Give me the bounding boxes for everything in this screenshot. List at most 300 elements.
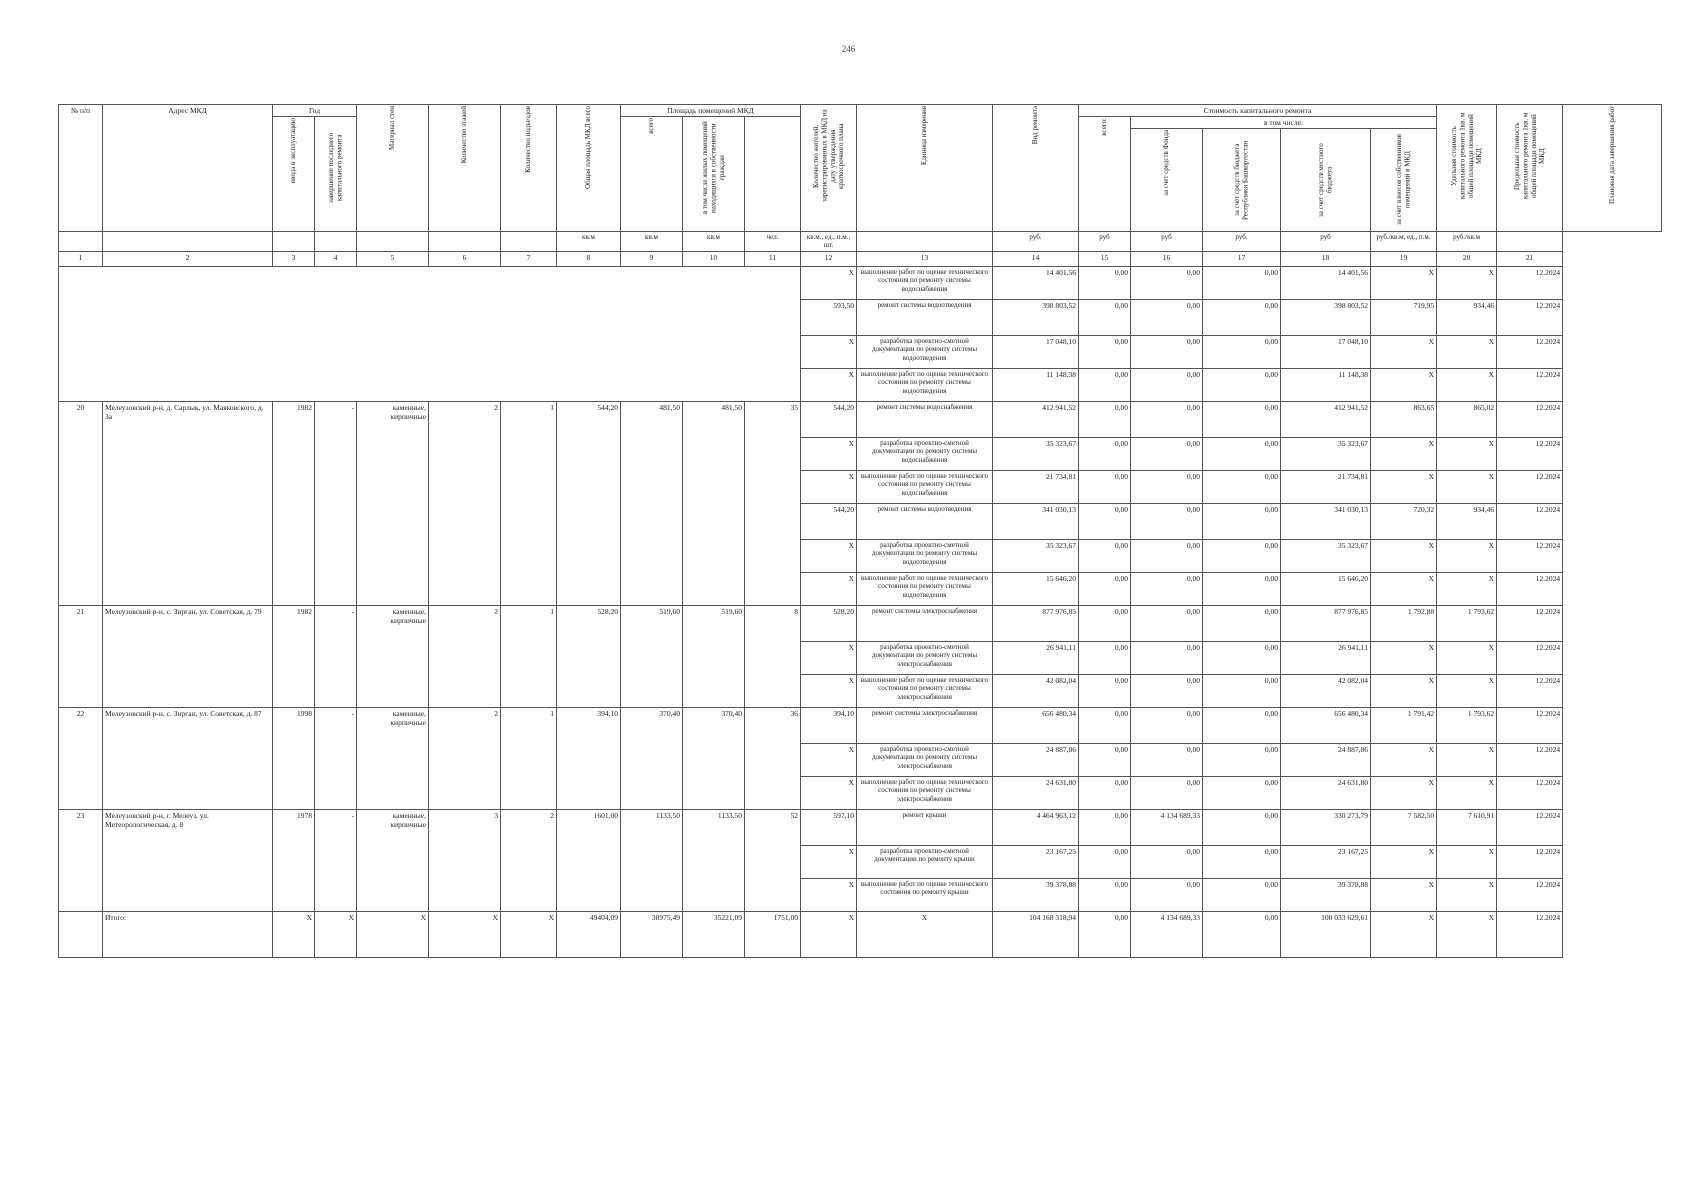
cell-planned-date: 12.2024 <box>1497 743 1563 776</box>
cell-cost-republic: 0,00 <box>1131 539 1203 572</box>
cell-year: 1978 <box>273 809 315 911</box>
cell-unit-cost: X <box>1371 266 1437 299</box>
cell-cost-total: 15 646,20 <box>993 572 1079 605</box>
cell-cost-republic: 0,00 <box>1131 470 1203 503</box>
cell-cost-fund: 0,00 <box>1079 299 1131 335</box>
cell-cost-republic: 0,00 <box>1131 641 1203 674</box>
cell-work-type: выполнение работ по оценке технического состояния по ремонту системы водоснабжения <box>857 470 993 503</box>
table-row <box>59 605 1662 641</box>
cell-num: 22 <box>59 707 103 809</box>
cell-totals-unit: X <box>1371 911 1437 957</box>
cell-totals-label: Итого: <box>103 911 273 957</box>
cell-quantity: 544,20 <box>801 503 857 539</box>
cell-cost-republic: 0,00 <box>1131 878 1203 911</box>
column-number: 15 <box>1079 251 1131 266</box>
header-num: № п/п <box>59 105 103 232</box>
cell-max-cost: 934,46 <box>1437 503 1497 539</box>
cell-cost-local: 0,00 <box>1203 809 1281 845</box>
table-row <box>59 401 1662 437</box>
cell-cost-fund: 0,00 <box>1079 743 1131 776</box>
cell-cost-owners: 23 167,25 <box>1281 845 1371 878</box>
cell-unit-cost: X <box>1371 878 1437 911</box>
cell-cost-total: 24 631,80 <box>993 776 1079 809</box>
cell-unit-cost: X <box>1371 572 1437 605</box>
cell-cost-owners: 341 030,13 <box>1281 503 1371 539</box>
cell-cost-total: 26 941,11 <box>993 641 1079 674</box>
cell-cost-fund: 0,00 <box>1079 845 1131 878</box>
cell-planned-date: 12.2024 <box>1497 470 1563 503</box>
cell-max-cost: 934,46 <box>1437 299 1497 335</box>
cell-planned-date: 12.2024 <box>1497 776 1563 809</box>
column-number: 10 <box>683 251 745 266</box>
cell-living: 1133,50 <box>683 809 745 911</box>
column-number: 11 <box>745 251 801 266</box>
cell-max-cost: X <box>1437 368 1497 401</box>
header-address: Адрес МКД <box>103 105 273 232</box>
cell-max-cost: X <box>1437 266 1497 299</box>
header-premises-living: в том числе жилых помещений находящихся в собственности граждан <box>683 117 745 232</box>
cell-max-cost: X <box>1437 539 1497 572</box>
cell-total-area: 544,20 <box>557 401 621 605</box>
cell-cost-republic: 0,00 <box>1131 707 1203 743</box>
cell-quantity: X <box>801 470 857 503</box>
cell-cost-owners: 21 734,81 <box>1281 470 1371 503</box>
cell-planned-date: 12.2024 <box>1497 605 1563 641</box>
cell-cost-local: 0,00 <box>1203 674 1281 707</box>
cell-num: 20 <box>59 401 103 605</box>
cell-work-type: выполнение работ по оценке технического состояния по ремонту крыши <box>857 878 993 911</box>
cell-work-type: ремонт системы водоотведения <box>857 299 993 335</box>
cell-cost-republic: 0,00 <box>1131 572 1203 605</box>
cell-floors: 3 <box>429 809 501 911</box>
cell-total-area: 528,20 <box>557 605 621 707</box>
cell-cost-fund: 0,00 <box>1079 674 1131 707</box>
cell-cost-fund: 0,00 <box>1079 437 1131 470</box>
cell-cost-republic: 0,00 <box>1131 335 1203 368</box>
cell-total-area: 394,10 <box>557 707 621 809</box>
cell-cost-total: 398 803,52 <box>993 299 1079 335</box>
cell-totals-total: 104 168 318,94 <box>993 911 1079 957</box>
column-number: 6 <box>429 251 501 266</box>
column-number: 14 <box>993 251 1079 266</box>
cell-num: 21 <box>59 605 103 707</box>
cell-planned-date: 12.2024 <box>1497 572 1563 605</box>
header-cost: Стоимость капитального ремонта <box>1079 105 1437 117</box>
cell-cost-owners: 412 941,52 <box>1281 401 1371 437</box>
column-number: 3 <box>273 251 315 266</box>
cell-cost-local: 0,00 <box>1203 266 1281 299</box>
cell-residents: 36 <box>745 707 801 809</box>
cell-totals-premises: 38975,49 <box>621 911 683 957</box>
cell-cost-local: 0,00 <box>1203 776 1281 809</box>
cell-address: Мелеузовский р-н, с. Зирган, ул. Советская, д. 87 <box>103 707 273 809</box>
cell-quantity: X <box>801 539 857 572</box>
cell-max-cost: 1 793,62 <box>1437 605 1497 641</box>
column-number: 9 <box>621 251 683 266</box>
cell-cost-total: 39 378,88 <box>993 878 1079 911</box>
cell-material: каменные, кирпичные <box>357 809 429 911</box>
cell-work-type: разработка проектно-сметной документации по ремонту системы водоснабжения <box>857 437 993 470</box>
cell-cost-owners: 42 082,04 <box>1281 674 1371 707</box>
cell-quantity: X <box>801 368 857 401</box>
cell-work-type: выполнение работ по оценке технического состояния по ремонту системы водоотведения <box>857 572 993 605</box>
cell-cost-total: 656 480,34 <box>993 707 1079 743</box>
cell-year: 1982 <box>273 605 315 707</box>
cell-totals-rep: 4 134 689,33 <box>1131 911 1203 957</box>
cell-cost-republic: 4 134 689,33 <box>1131 809 1203 845</box>
cell-cost-owners: 35 323,67 <box>1281 437 1371 470</box>
cell-cost-total: 42 082,04 <box>993 674 1079 707</box>
cell-cost-owners: 26 941,11 <box>1281 641 1371 674</box>
column-number: 20 <box>1437 251 1497 266</box>
cell-cost-local: 0,00 <box>1203 605 1281 641</box>
repair-register-table <box>58 104 1662 958</box>
table-wrap <box>58 104 1662 958</box>
cell-living: 519,60 <box>683 605 745 707</box>
cell-entrances: 1 <box>501 707 557 809</box>
cell-last-repair: - <box>315 707 357 809</box>
header-year-last-repair: завершение последнего капитального ремонта <box>315 117 357 232</box>
cell-max-cost: X <box>1437 845 1497 878</box>
cell-floors: 2 <box>429 605 501 707</box>
cell-quantity: X <box>801 572 857 605</box>
cell-cost-republic: 0,00 <box>1131 266 1203 299</box>
cell-cost-fund: 0,00 <box>1079 539 1131 572</box>
cell-max-cost: X <box>1437 437 1497 470</box>
cell-material: каменные, кирпичные <box>357 707 429 809</box>
cell-entrances: 1 <box>501 401 557 605</box>
cell-last-repair: - <box>315 401 357 605</box>
cell-quantity: X <box>801 335 857 368</box>
cell-quantity: X <box>801 743 857 776</box>
cell-work-type: разработка проектно-сметной документации по ремонту крыши <box>857 845 993 878</box>
cell-planned-date: 12.2024 <box>1497 674 1563 707</box>
header-max-cost: Предельная стоимость капитального ремонта 1кв. м общей площади помещений МКД <box>1497 105 1563 232</box>
cell-cost-total: 23 167,25 <box>993 845 1079 878</box>
column-number: 17 <box>1203 251 1281 266</box>
cell-cost-fund: 0,00 <box>1079 470 1131 503</box>
cell-year: 1998 <box>273 707 315 809</box>
cell-premises: 519,60 <box>621 605 683 707</box>
cell-unit-cost: 1 792,88 <box>1371 605 1437 641</box>
cell-max-cost: X <box>1437 641 1497 674</box>
cell-planned-date: 12.2024 <box>1497 503 1563 539</box>
cell-unit-cost: X <box>1371 743 1437 776</box>
cell-cost-local: 0,00 <box>1203 743 1281 776</box>
cell-max-cost: X <box>1437 878 1497 911</box>
cell-cost-local: 0,00 <box>1203 368 1281 401</box>
header-premises-area: Площадь помещений МКД <box>621 105 801 117</box>
cell-residents: 35 <box>745 401 801 605</box>
cell-planned-date: 12.2024 <box>1497 641 1563 674</box>
cell-work-type: разработка проектно-сметной документации по ремонту системы электроснабжения <box>857 641 993 674</box>
cell-unit-cost: X <box>1371 641 1437 674</box>
cell-cost-republic: 0,00 <box>1131 299 1203 335</box>
table-row <box>59 266 1662 299</box>
header-residents: Количество жителей, зарегистрированных в МКД на дату утверждения краткосрочного плана <box>801 105 857 232</box>
cell-cost-total: 877 976,85 <box>993 605 1079 641</box>
cell-material: каменные, кирпичные <box>357 401 429 605</box>
cell-unit-cost: 863,65 <box>1371 401 1437 437</box>
cell-totals-max: X <box>1437 911 1497 957</box>
cell-entrances: 2 <box>501 809 557 911</box>
cell-quantity: 544,20 <box>801 401 857 437</box>
cell-residents: 8 <box>745 605 801 707</box>
cell-quantity: 394,10 <box>801 707 857 743</box>
cell-cost-local: 0,00 <box>1203 401 1281 437</box>
cell-cost-total: 35 323,67 <box>993 539 1079 572</box>
cell-cost-republic: 0,00 <box>1131 743 1203 776</box>
cell-work-type: выполнение работ по оценке технического состояния по ремонту системы водоотведения <box>857 368 993 401</box>
cell-floors: 2 <box>429 707 501 809</box>
cell-work-type: выполнение работ по оценке технического состояния по ремонту системы электроснабжения <box>857 776 993 809</box>
cell-unit-cost: X <box>1371 539 1437 572</box>
cell-entrances: 1 <box>501 605 557 707</box>
cell-cost-owners: 35 323,67 <box>1281 539 1371 572</box>
cell-cost-fund: 0,00 <box>1079 503 1131 539</box>
cell-totals-year: X <box>273 911 315 957</box>
cell-totals-qty: X <box>801 911 857 957</box>
header-premises-living-2 <box>745 117 801 232</box>
cell-totals-work: X <box>857 911 993 957</box>
cell-cost-fund: 0,00 <box>1079 572 1131 605</box>
unit-cost-owners: руб <box>1281 232 1371 252</box>
column-number: 19 <box>1371 251 1437 266</box>
column-number: 4 <box>315 251 357 266</box>
cell-cost-republic: 0,00 <box>1131 437 1203 470</box>
cell-max-cost: 865,02 <box>1437 401 1497 437</box>
cell-floors: 2 <box>429 401 501 605</box>
cell-work-type: разработка проектно-сметной документации по ремонту системы водоотведения <box>857 335 993 368</box>
table-body <box>59 266 1662 957</box>
cell-cost-owners: 656 480,34 <box>1281 707 1371 743</box>
header-planned-date: Плановая дата завершения работ <box>1563 105 1662 232</box>
cell-cost-total: 4 464 963,12 <box>993 809 1079 845</box>
cell-work-type: ремонт системы электроснабжения <box>857 707 993 743</box>
header-unit-cost: Удельная стоимость капитального ремонта 1кв. м общей площади помещений МКД <box>1437 105 1497 232</box>
column-number-row <box>59 251 1662 266</box>
cell-unit-cost: X <box>1371 368 1437 401</box>
cell-quantity: X <box>801 641 857 674</box>
cell-continuation-house <box>59 266 801 401</box>
header-including: в том числе: <box>1131 117 1437 129</box>
cell-planned-date: 12.2024 <box>1497 707 1563 743</box>
column-number: 8 <box>557 251 621 266</box>
cell-living: 370,40 <box>683 707 745 809</box>
cell-cost-fund: 0,00 <box>1079 707 1131 743</box>
cell-work-type: разработка проектно-сметной документации по ремонту системы электроснабжения <box>857 743 993 776</box>
cell-cost-total: 17 048,10 <box>993 335 1079 368</box>
cell-planned-date: 12.2024 <box>1497 335 1563 368</box>
cell-cost-local: 0,00 <box>1203 572 1281 605</box>
unit-cost-local: руб. <box>1203 232 1281 252</box>
cell-planned-date: 12.2024 <box>1497 539 1563 572</box>
cell-cost-owners: 39 378,88 <box>1281 878 1371 911</box>
header-floors: Количество этажей <box>429 105 501 232</box>
cell-year: 1982 <box>273 401 315 605</box>
column-number: 7 <box>501 251 557 266</box>
cell-cost-owners: 398 803,52 <box>1281 299 1371 335</box>
cell-residents: 52 <box>745 809 801 911</box>
cell-totals-date: 12.2024 <box>1497 911 1563 957</box>
column-number: 18 <box>1281 251 1371 266</box>
unit-cost-fund: руб <box>1079 232 1131 252</box>
cell-cost-local: 0,00 <box>1203 845 1281 878</box>
cell-quantity: 597,10 <box>801 809 857 845</box>
cell-planned-date: 12.2024 <box>1497 845 1563 878</box>
cell-cost-fund: 0,00 <box>1079 809 1131 845</box>
cell-cost-local: 0,00 <box>1203 878 1281 911</box>
cell-totals-loc: 0,00 <box>1203 911 1281 957</box>
cell-total-area: 1601,00 <box>557 809 621 911</box>
cell-planned-date: 12.2024 <box>1497 368 1563 401</box>
cell-unit-cost: X <box>1371 845 1437 878</box>
cell-totals-floors: X <box>429 911 501 957</box>
header-entrances: Количество подъездов <box>501 105 557 232</box>
page-number: 246 <box>841 44 856 54</box>
cell-totals-total-area: 49404,09 <box>557 911 621 957</box>
cell-cost-local: 0,00 <box>1203 641 1281 674</box>
cell-quantity: 528,20 <box>801 605 857 641</box>
cell-totals-residents: 1751,00 <box>745 911 801 957</box>
cell-cost-fund: 0,00 <box>1079 368 1131 401</box>
cell-totals-material: X <box>357 911 429 957</box>
cell-totals-last-repair: X <box>315 911 357 957</box>
cell-num: 23 <box>59 809 103 911</box>
cell-cost-owners: 17 048,10 <box>1281 335 1371 368</box>
cell-cost-fund: 0,00 <box>1079 605 1131 641</box>
cell-planned-date: 12.2024 <box>1497 809 1563 845</box>
header-work-type: Вид ремонта <box>993 105 1079 232</box>
cell-max-cost: X <box>1437 743 1497 776</box>
unit-premises: кв.м <box>621 232 683 252</box>
unit-total-area: кв.м <box>557 232 621 252</box>
cell-planned-date: 12.2024 <box>1497 266 1563 299</box>
column-number: 5 <box>357 251 429 266</box>
cell-cost-total: 341 030,13 <box>993 503 1079 539</box>
cell-cost-total: 35 323,67 <box>993 437 1079 470</box>
cell-quantity: X <box>801 776 857 809</box>
header-total-area: Общая площадь МКД всего <box>557 105 621 232</box>
unit-living: кв.м <box>683 232 745 252</box>
cell-living: 481,50 <box>683 401 745 605</box>
cell-unit-cost: X <box>1371 437 1437 470</box>
header-year: Год <box>273 105 357 117</box>
cell-cost-owners: 11 148,38 <box>1281 368 1371 401</box>
cell-quantity: X <box>801 437 857 470</box>
cell-unit-cost: X <box>1371 674 1437 707</box>
unit-measure: кв.м., ед., п.м., шт. <box>801 232 857 252</box>
cell-cost-total: 11 148,38 <box>993 368 1079 401</box>
cell-cost-republic: 0,00 <box>1131 845 1203 878</box>
unit-cost-total: руб. <box>993 232 1079 252</box>
cell-cost-fund: 0,00 <box>1079 401 1131 437</box>
cell-quantity: X <box>801 266 857 299</box>
header-wall-material: Материал стен <box>357 105 429 232</box>
table-row <box>59 707 1662 743</box>
cell-unit-cost: 719,95 <box>1371 299 1437 335</box>
cell-address: Мелеузовский р-н, г. Мелеуз, ул. Метеорологическая, д. 8 <box>103 809 273 911</box>
cell-cost-total: 412 941,52 <box>993 401 1079 437</box>
cell-max-cost: X <box>1437 572 1497 605</box>
cell-planned-date: 12.2024 <box>1497 437 1563 470</box>
cell-max-cost: X <box>1437 335 1497 368</box>
cell-last-repair: - <box>315 809 357 911</box>
cell-work-type: ремонт системы водоотведения <box>857 503 993 539</box>
cell-cost-local: 0,00 <box>1203 503 1281 539</box>
cell-cost-owners: 877 976,85 <box>1281 605 1371 641</box>
cell-premises: 481,50 <box>621 401 683 605</box>
column-number: 13 <box>857 251 993 266</box>
cell-work-type: выполнение работ по оценке технического состояния по ремонту системы электроснабжения <box>857 674 993 707</box>
cell-cost-republic: 0,00 <box>1131 605 1203 641</box>
cell-unit-cost: X <box>1371 776 1437 809</box>
cell-totals-fund: 0,00 <box>1079 911 1131 957</box>
cell-max-cost: X <box>1437 470 1497 503</box>
cell-totals-entrances: X <box>501 911 557 957</box>
cell-planned-date: 12.2024 <box>1497 401 1563 437</box>
cell-cost-fund: 0,00 <box>1079 335 1131 368</box>
header-premises-all: всего <box>621 117 683 232</box>
table-row <box>59 809 1662 845</box>
header-cost-total: всего: <box>1079 117 1131 232</box>
cell-max-cost: 7 610,91 <box>1437 809 1497 845</box>
cell-max-cost: X <box>1437 776 1497 809</box>
cell-cost-republic: 0,00 <box>1131 401 1203 437</box>
cell-premises: 1133,50 <box>621 809 683 911</box>
column-number: 21 <box>1497 251 1563 266</box>
cell-unit-cost: X <box>1371 470 1437 503</box>
cell-quantity: X <box>801 845 857 878</box>
cell-last-repair: - <box>315 605 357 707</box>
cell-cost-fund: 0,00 <box>1079 776 1131 809</box>
cell-cost-local: 0,00 <box>1203 470 1281 503</box>
cell-cost-republic: 0,00 <box>1131 503 1203 539</box>
cell-cost-republic: 0,00 <box>1131 368 1203 401</box>
cell-work-type: ремонт крыши <box>857 809 993 845</box>
cell-cost-total: 14 401,56 <box>993 266 1079 299</box>
cell-cost-local: 0,00 <box>1203 335 1281 368</box>
unit-residents: чел. <box>745 232 801 252</box>
cell-max-cost: X <box>1437 674 1497 707</box>
cell-unit-cost: 1 791,42 <box>1371 707 1437 743</box>
cell-cost-local: 0,00 <box>1203 299 1281 335</box>
cell-max-cost: 1 793,62 <box>1437 707 1497 743</box>
cell-unit-cost: 720,32 <box>1371 503 1437 539</box>
cell-cost-fund: 0,00 <box>1079 266 1131 299</box>
cell-cost-local: 0,00 <box>1203 707 1281 743</box>
cell-cost-total: 24 887,86 <box>993 743 1079 776</box>
cell-totals-num <box>59 911 103 957</box>
cell-unit-cost: 7 582,50 <box>1371 809 1437 845</box>
cell-cost-republic: 0,00 <box>1131 776 1203 809</box>
cell-planned-date: 12.2024 <box>1497 299 1563 335</box>
cell-material: каменные, кирпичные <box>357 605 429 707</box>
header-cost-republic: за счет средств бюджета Республики Башкортостан <box>1203 129 1281 232</box>
cell-work-type: ремонт системы электроснабжения <box>857 605 993 641</box>
cell-cost-republic: 0,00 <box>1131 674 1203 707</box>
header-cost-fund: за счет средств Фонда <box>1131 129 1203 232</box>
cell-work-type: разработка проектно-сметной документации по ремонту системы водоотведения <box>857 539 993 572</box>
cell-cost-local: 0,00 <box>1203 539 1281 572</box>
cell-quantity: X <box>801 674 857 707</box>
cell-cost-fund: 0,00 <box>1079 878 1131 911</box>
cell-cost-local: 0,00 <box>1203 437 1281 470</box>
cell-cost-fund: 0,00 <box>1079 641 1131 674</box>
cell-cost-owners: 330 273,79 <box>1281 809 1371 845</box>
unit-cost-republic: руб <box>1131 232 1203 252</box>
column-number: 2 <box>103 251 273 266</box>
